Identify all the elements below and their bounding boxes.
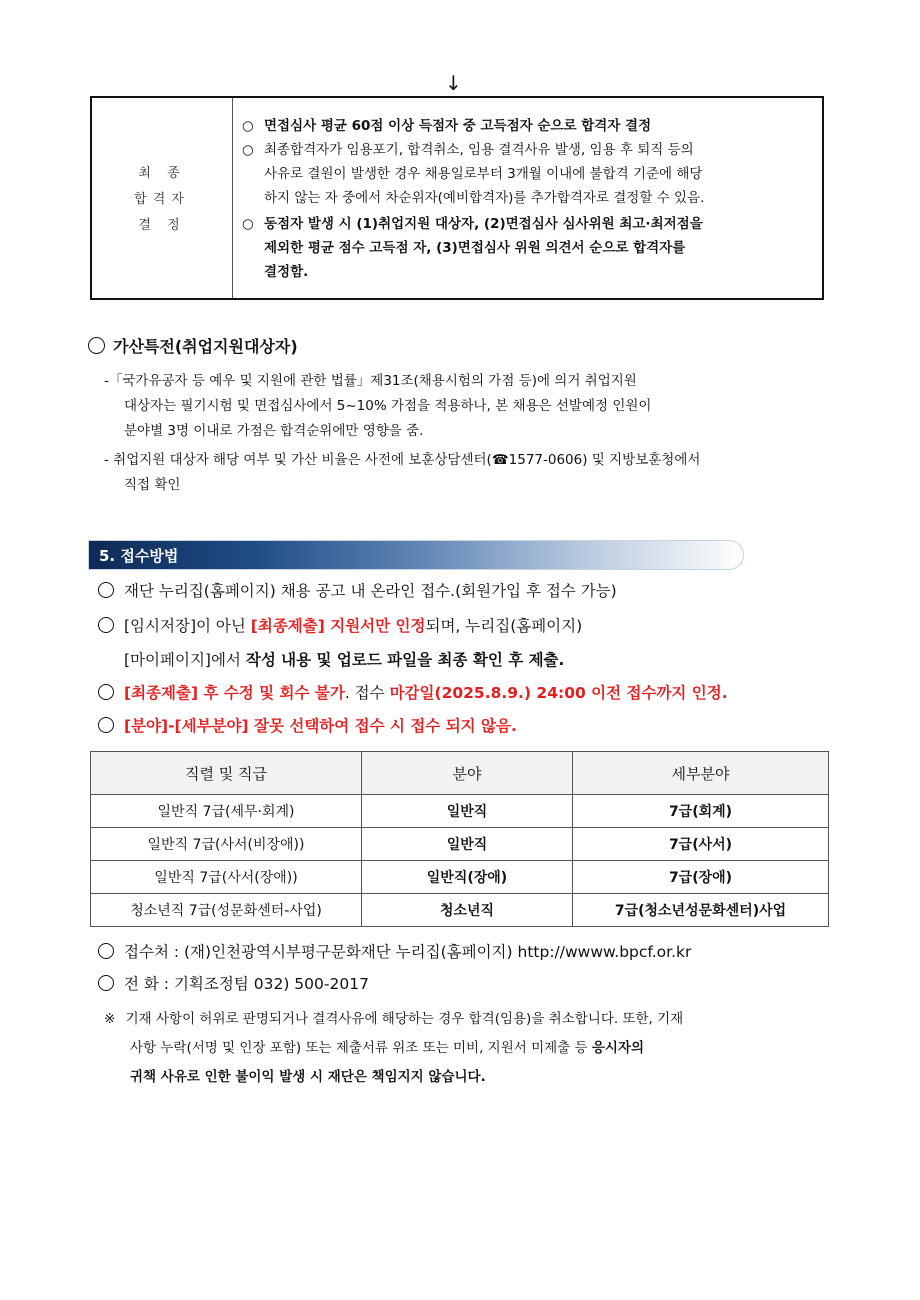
contact-where bbox=[98, 938, 691, 966]
cell-subfield: 7급(장애) bbox=[573, 861, 829, 894]
table-row bbox=[91, 795, 829, 828]
decision-item-1-line-1: 면접심사 평균 60점 이상 득점자 중 고득점자 순으로 합격자 결정 bbox=[264, 118, 652, 134]
apply-item-2-text-b: [최종제출] 지원서만 인정 bbox=[250, 617, 426, 635]
apply-item-2-text-d: [마이페이지]에서 bbox=[124, 651, 246, 669]
bullet-icon: ○ bbox=[242, 216, 254, 232]
cell-subfield: 7급(회계) bbox=[573, 795, 829, 828]
label-line-1: 최 종 bbox=[138, 166, 186, 181]
circle-bullet-icon bbox=[98, 617, 114, 633]
cell-field: 일반직 bbox=[362, 795, 573, 828]
cell-position: 청소년직 7급(성문화센터-사업) bbox=[91, 894, 362, 927]
down-arrow: ↓ bbox=[445, 71, 462, 95]
apply-item-2 bbox=[98, 612, 582, 640]
notice-line-1 bbox=[104, 1005, 683, 1033]
apply-item-2-text-c: 되며, 누리집(홈페이지) bbox=[425, 617, 583, 635]
bullet-icon: ○ bbox=[242, 142, 254, 158]
cell-subfield: 7급(청소년성문화센터)사업 bbox=[573, 894, 829, 927]
header-position: 직렬 및 직급 bbox=[91, 752, 362, 795]
final-decision-box bbox=[90, 96, 824, 300]
header-subfield: 세부분야 bbox=[573, 752, 829, 795]
apply-item-4-text: [분야]-[세부분야] 잘못 선택하여 접수 시 접수 되지 않음. bbox=[124, 717, 517, 735]
decision-item-2-line-3: 하지 않는 자 중에서 차순위자(예비합격자)를 추가합격자로 결정할 수 있음. bbox=[264, 190, 705, 206]
apply-item-1 bbox=[98, 577, 617, 605]
apply-item-3-text-b: . 접수 bbox=[344, 684, 390, 702]
contact-where-text: 접수처 : (재)인천광역시부평구문화재단 누리집(홈페이지) http://wwww.bpcf.or.kr bbox=[124, 943, 692, 961]
category-table bbox=[90, 751, 829, 927]
cell-field: 일반직(장애) bbox=[362, 861, 573, 894]
label-line-2: 합격자 bbox=[134, 192, 190, 207]
decision-item-2-line-1: 최종합격자가 임용포기, 합격취소, 임용 결격사유 발생, 임용 후 퇴직 등의 bbox=[264, 142, 694, 158]
notice-line-2 bbox=[130, 1034, 644, 1062]
label-line-3: 결 정 bbox=[138, 218, 186, 233]
circle-bullet-icon bbox=[98, 684, 114, 700]
section-5-title: 5. 접수방법 bbox=[99, 547, 179, 565]
cell-field: 일반직 bbox=[362, 828, 573, 861]
apply-item-3-text-c: 마감일(2025.8.9.) 24:00 이전 접수까지 인정. bbox=[389, 684, 728, 702]
apply-item-3 bbox=[98, 679, 728, 707]
bonus-heading-text: 가산특전(취업지원대상자) bbox=[113, 337, 298, 356]
table-row bbox=[91, 894, 829, 927]
contact-phone-text: 전 화 : 기획조정팀 032) 500-2017 bbox=[124, 975, 369, 993]
table-row bbox=[91, 828, 829, 861]
apply-item-3-text-a: [최종제출] 후 수정 및 회수 불가 bbox=[124, 684, 345, 702]
decision-item-3-line-2: 제외한 평균 점수 고득점 자, (3)면접심사 위원 의견서 순으로 합격자를 bbox=[264, 240, 686, 256]
cell-position: 일반직 7급(세무·회계) bbox=[91, 795, 362, 828]
cell-field: 청소년직 bbox=[362, 894, 573, 927]
table-header-row bbox=[91, 752, 829, 795]
cell-subfield: 7급(사서) bbox=[573, 828, 829, 861]
decision-item-3-line-1: 동점자 발생 시 (1)취업지원 대상자, (2)면접심사 심사위원 최고·최저점을 bbox=[264, 216, 703, 232]
contact-phone bbox=[98, 970, 369, 998]
circle-bullet-icon bbox=[98, 943, 114, 959]
circle-bullet-icon bbox=[98, 975, 114, 991]
bonus-heading bbox=[88, 334, 298, 357]
circle-bullet-icon bbox=[98, 582, 114, 598]
bonus-p2-line-1: - 취업지원 대상자 해당 여부 및 가산 비율은 사전에 보훈상담센터(☎1577-0606) 및 지방보훈청에서 bbox=[104, 452, 701, 468]
bonus-p1-line-1: -「국가유공자 등 예우 및 지원에 관한 법률」제31조(채용시험의 가점 등)에 의거 취업지원 bbox=[104, 373, 637, 389]
table-row bbox=[91, 861, 829, 894]
notice-line-3: 귀책 사유로 인한 불이익 발생 시 재단은 책임지지 않습니다. bbox=[130, 1069, 486, 1085]
decision-item-2-line-2: 사유로 결원이 발생한 경우 채용일로부터 3개월 이내에 불합격 기준에 해당 bbox=[264, 166, 703, 182]
bonus-p2-line-2: 직접 확인 bbox=[124, 477, 181, 493]
circle-bullet-icon bbox=[98, 717, 114, 733]
bullet-icon: ○ bbox=[242, 118, 254, 134]
bonus-p1-line-3: 분야별 3명 이내로 가점은 합격순위에만 영향을 줌. bbox=[124, 423, 424, 439]
bonus-p1-line-2: 대상자는 필기시험 및 면접심사에서 5~10% 가점을 적용하나, 본 채용은 선발예정 인원이 bbox=[124, 398, 652, 414]
apply-item-2-text-e: 작성 내용 및 업로드 파일을 최종 확인 후 제출. bbox=[245, 651, 565, 669]
final-decision-label-cell bbox=[92, 98, 233, 298]
apply-item-2-cont bbox=[124, 646, 564, 674]
notice-line-1-text: 기재 사항이 허위로 판명되거나 결격사유에 해당하는 경우 합격(임용)을 취소합니다. 또한, 기재 bbox=[125, 1011, 684, 1027]
cell-position: 일반직 7급(사서(비장애)) bbox=[91, 828, 362, 861]
section-5-banner bbox=[88, 540, 744, 570]
decision-item-3-line-3: 결정함. bbox=[264, 264, 309, 280]
apply-item-2-text-a: [임시저장]이 아닌 bbox=[124, 617, 251, 635]
notice-line-2-text-b: 응시자의 bbox=[591, 1040, 645, 1056]
circle-bullet-icon bbox=[88, 337, 105, 354]
apply-item-4 bbox=[98, 712, 517, 740]
header-field: 분야 bbox=[362, 752, 573, 795]
notice-line-2-text-a: 사항 누락(서명 및 인장 포함) 또는 제출서류 위조 또는 미비, 지원서 미제출 등 bbox=[130, 1040, 592, 1056]
cell-position: 일반직 7급(사서(장애)) bbox=[91, 861, 362, 894]
notice-mark: ※ bbox=[104, 1011, 116, 1027]
apply-item-1-text: 재단 누리집(홈페이지) 채용 공고 내 온라인 접수.(회원가입 후 접수 가능) bbox=[124, 582, 617, 600]
